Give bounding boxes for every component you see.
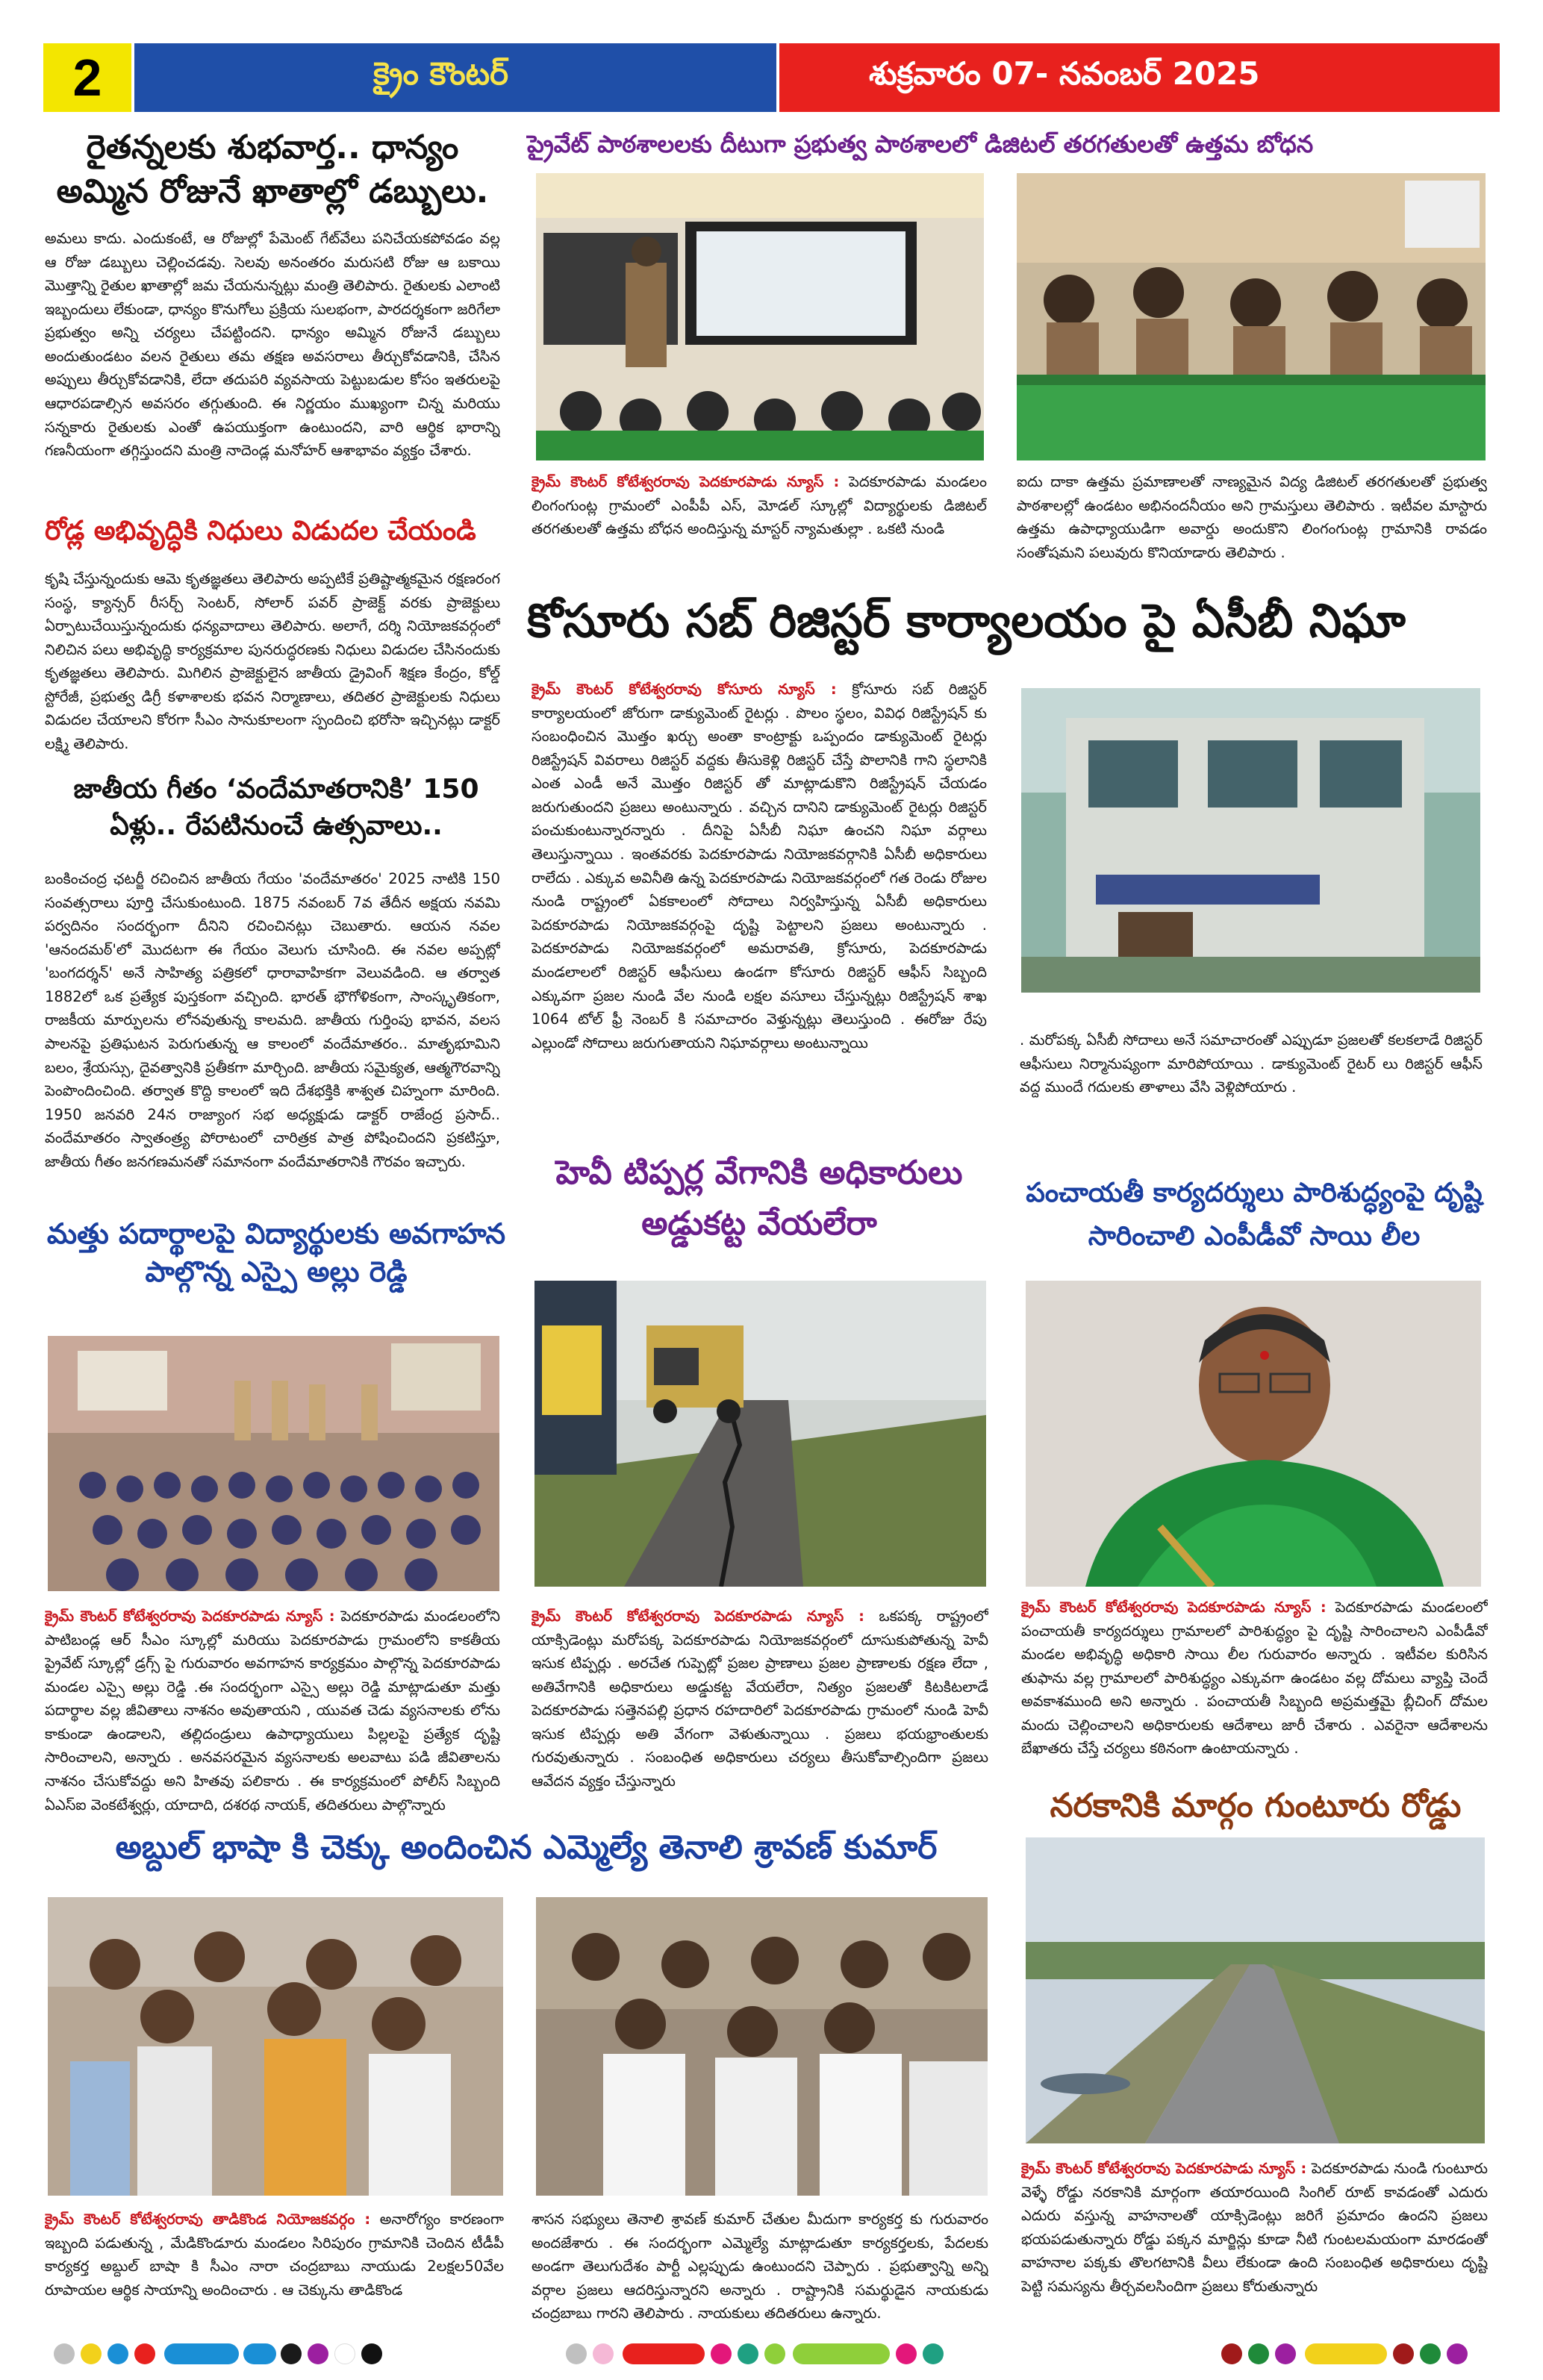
register-office-photo [1021, 688, 1480, 993]
decor-dot [281, 2343, 302, 2364]
decor-bar [1305, 2343, 1387, 2364]
page-number: 2 [43, 43, 131, 112]
art1-body: అమలు కాదు. ఎందుకంటే, ఆ రోజుల్లో పేమెంట్ గేట్‌వేలు పనిచేయకపోవడం వల్ల ఆ రోజు డబ్బులు చెల్లించడవు. సెలవు అనంతరం మరుసటి రోజు ఆ బకాయి మొత్తాన్ని రైతుల ఖాతాల్లో జమ చేయనున్నట్లు మంత్రి తెలిపారు. రైతులకు ఎలాంటి ఇబ్బందులు లేకుండా, ధాన్యం కొనుగోలు ప్రక్రియ సులభంగా, పారదర్శకంగా జరిగేలా ప్రభుత్వం అన్ని చర్యలు చేపట్టిందని. ధాన్యం అమ్మిన రోజునే డబ్బులు అందుతుండటం వలన రైతులు తమ తక్షణ అవసరాలు తీర్చుకోవడానికి, చేసిన అప్పులు తీర్చుకోవడానికి, లేదా తదుపరి వ్యవసాయ పెట్టుబడుల కోసం ఇతరులపై ఆధారపడాల్సిన అవసరం తగ్గుతుంది. ఈ నిర్ణయం ముఖ్యంగా చిన్న మరియు సన్నకారు రైతులకు ఎంతో ఉపయుక్తంగా ఉంటుందని, వారి ఆర్థిక భారాన్ని గణనీయంగా తగ్గిస్తుందని మంత్రి నాదెండ్ల మనోహర్ ఆశాభావం వ్యక్తం చేశారు. [45, 230, 500, 460]
art8-body [1021, 1596, 1488, 1786]
art10-headline: అబ్దుల్ భాషా కి చెక్కు అందించిన ఎమ్మెల్యే తెనాలి శ్రావణ్ కుమార్ [115, 1828, 938, 1867]
decor-dot [334, 2343, 355, 2364]
art3-headline: జాతీయ గీతం ‘వందేమాతరానికి’ 150 ఏళ్లు.. రేపటినుంచే ఉత్సవాలు.. [73, 774, 479, 841]
tipper-road-photo [534, 1281, 986, 1587]
decor-dot [1420, 2343, 1441, 2364]
decor-dot [1275, 2343, 1296, 2364]
art5-byline: క్రైమ్ కౌంటర్ కోటేశ్వరరావు పెదకూరపాడు న్యూస్ : [532, 473, 840, 490]
decor-bar [623, 2343, 705, 2364]
art6-headline: కోసూరు సబ్ రిజిస్టర్ కార్యాలయం పై ఏసీబీ నిఘా [527, 593, 1406, 648]
decor-dot [361, 2343, 382, 2364]
decor-dot [81, 2343, 102, 2364]
art6-byline: క్రైమ్ కౌంటర్ కోటేశ్వరరావు కోసూరు న్యూస్ : [532, 681, 837, 698]
decor-dot [1221, 2343, 1242, 2364]
art7-byline: క్రైమ్ కౌంటర్ కోటేశ్వరరావు పెదకూరపాడు న్యూస్ : [532, 1608, 864, 1625]
art6-body [532, 678, 987, 1133]
art4-byline: క్రైమ్ కౌంటర్ కోటేశ్వరరావు పెదకూరపాడు న్యూస్ : [45, 1608, 335, 1625]
art5-text-left: పెదకూరపాడు మండలం లింగంగుంట్ల గ్రామంలో ఎంపీపీ ఎస్, మోడల్ స్కూల్లో విద్యార్థులకు డిజిటల్ తరగతులతో ఉత్తమ బోధన అందిస్తున్న మాస్టర్ న్యామతుల్లా . ఒకటి నుండి [532, 473, 987, 538]
decor-dot [896, 2343, 917, 2364]
art10-byline: క్రైమ్ కౌంటర్ కోటేశ్వరరావు తాడికొండ నియోజకవర్గం : [45, 2211, 371, 2228]
art8-text: పెదకూరపాడు మండలంలో పంచాయతీ కార్యదర్శులు గ్రామాలలో పారిశుద్ధ్యం పై దృష్టి సారించాలని ఎంపీడీవో మండల అభివృద్ధి అధికారి సాయి లీల గురువారం అన్నారు . ఇటీవల కురిసిన తుఫాను వల్ల గ్రామాలలో పారిశుద్ధ్యం ఎక్కువగా ఉండటం వల్ల దోమలు వ్యాప్తి చెందే అవకాశముంది అని అన్నారు . పంచాయతీ సిబ్బంది అప్రమత్తమై బ్లీచింగ్ దోమల మందు చెల్లించాలని అధికారులకు ఆదేశాలు జారీ చేశారు . ఎవరైనా ఆదేశాలను బేఖాతరు చేస్తే చర్యలు కఠినంగా ఉంటాయన్నారు . [1021, 1599, 1488, 1758]
cheque-handover-photo [48, 1897, 503, 2196]
guntur-road-photo [1026, 1837, 1485, 2143]
art7-body [532, 1605, 988, 1821]
decor-dot [593, 2343, 614, 2364]
decor-dot [1447, 2343, 1468, 2364]
decor-dot [54, 2343, 75, 2364]
decor-bar [243, 2343, 276, 2364]
art7-text: ఒకపక్క రాష్ట్రంలో యాక్సిడెంట్లు మరోపక్క పెదకూరపాడు నియోజకవర్గంలో దూసుకుపోతున్న హెవీ ఇసుక టిప్పర్లు . అరచేత గుప్పెట్లో ప్రజల ప్రాణాలు ప్రజల ప్రాణాలకు రక్షణ లేదా , అతివేగానికి అధికారులు అడ్డుకట్ట వేయలేరా, నిత్యం ప్రజలతో కిటకిటలాడే పెదకూరపాడు సత్తెనపల్లి ప్రధాన రహదారిలో పెదకూరపాడు గ్రామంలో నుండి హెవీ ఇసుక టిప్పర్లు అతి వేగంగా వెళుతున్నాయి . ప్రజలు భయభ్రాంతులకు గురవుతున్నారు . సంబంధిత అధికారులు చర్యలు తీసుకోవాల్సిందిగా ప్రజలు ఆవేదన వ్యక్తం చేస్తున్నారు [532, 1608, 988, 1790]
art5-body-left [532, 470, 987, 582]
art4-body [45, 1605, 500, 1821]
decor-dot [134, 2343, 155, 2364]
art3-body: బంకించంద్ర ఛటర్జీ రచించిన జాతీయ గేయం 'వందేమాతరం' 2025 నాటికి 150 సంవత్సరాలు పూర్తి చేసుకుంటుంది. 1875 నవంబర్ 7వ తేదీన అక్షయ నవమి పర్వదినం సందర్భంగా దీనిని రచించినట్లు చెబుతారు. ఆయన నవల 'ఆనందమఠ్'లో మొదటగా ఈ గేయం వెలుగు చూసింది. ఈ నవల అప్పట్లో 'బంగదర్శన్' అనే సాహిత్య పత్రికలో ధారావాహికగా వెలువడింది. ఆ తర్వాత 1882లో ఒక ప్రత్యేక పుస్తకంగా వచ్చింది. భారత్ భౌగోళికంగా, సాంస్కృతికంగా, రాజకీయ మార్పులను లోనవుతున్న కాలమది. జాతీయ గుర్తింపు భావన, వలస పాలనపై ప్రతిఘటన పెరుగుతున్న ఆ కాలంలో వందేమాతరం.. మాతృభూమిని బలం, శ్రేయస్సు, దైవత్వానికి ప్రతీకగా మార్చింది. జాతీయ సమైక్యత, ఆత్మగౌరవాన్ని పెంపొందించింది. తర్వాత కొద్ది కాలంలో ఇది దేశభక్తికి శాశ్వత చిహ్నంగా మారింది. 1950 జనవరి 24న రాజ్యాంగ సభ అధ్యక్షుడు డాక్టర్ రాజేంద్ర ప్రసాద్.. వందేమాతరం స్వాతంత్ర్య పోరాటంలో చారిత్రక పాత్ర పోషించిందని ప్రకటిస్తూ, జాతీయ గీతం జనగణమనతో సమానంగా వందేమాతరానికి గౌరవం ఇచ్చారు. [45, 870, 500, 1170]
art8-headline: పంచాయతీ కార్యదర్శులు పారిశుద్ధ్యంపై దృష్టి సారించాలి ఎంపీడీవో సాయి లీల [1026, 1178, 1483, 1252]
digital-class-photo-2 [1017, 173, 1486, 460]
police-awareness-photo [48, 1336, 499, 1591]
art10-body-mid: శాసన సభ్యులు తెనాలి శ్రావణ్ కుమార్ చేతుల మీదుగా కార్యకర్త కు గురువారం అందజేశారు . ఈ సందర్భంగా ఎమ్మెల్యే మాట్లాడుతూ కార్యకర్తలకు, పేదలకు అండగా తెలుగుదేశం పార్టీ ఎల్లప్పుడు ఉంటుందని చెప్పారు . ప్రభుత్వాన్ని అన్ని వర్గాల ప్రజలు ఆదరిస్తున్నారని అన్నారు . రాష్ట్రానికి సమర్థుడైన నాయకుడు చంద్రబాబు గారని తెలిపారు . నాయకులు తదితరులు ఉన్నారు. [532, 2211, 988, 2323]
art6-text: క్రోసూరు సబ్ రిజిస్టర్ కార్యాలయంలో జోరుగా డాక్యుమెంట్ రైటర్లు . పొలం స్థలం, వివిధ రిజిస్ట్రేషన్ కు సంబంధించిన మొత్తం ఖర్చు అంతా కాంట్రాక్టు ఒప్పందం డాక్యుమెంట్ రైటర్లు రిజిస్ట్రేషన్ వివరాలు రిజిస్టర్ వద్దకు తీసుకెళ్లి రిజిస్టర్ చేస్తే పొలానికి గాని స్థలానికి ఎంత ఎండీ అనే మొత్తం రిజిస్టర్ తో మాట్లాడుకొని రిజిస్ట్రేషన్ చేయడం జరుగుతుందని ప్రజలు అంటున్నారు . వచ్చిన దానిని డాక్యుమెంట్ రైటర్లు రిజిస్టర్ పంచుకుంటున్నారన్నారు . దీనిపై ఏసీబీ నిఘా ఉంచని నిఘా వర్గాలు తెలుస్తున్నాయి . ఇంతవరకు పెదకూరపాడు నియోజకవర్గానికి ఏసీబీ అధికారులు రాలేదు . ఎక్కువ అవినీతి ఉన్న పెదకూరపాడు నియోజకవర్గంలో గత రెండు రోజుల నుండి రాష్ట్రంలో ఏకకాలంలో సోదాలు నిర్వహిస్తున్న ఏసీబీ అధికారులు పెదకూరపాడు నియోజకవర్గంపై దృష్టి పెట్టాలని ప్రజలు అంటున్నారు . పెదకూరపాడు నియోజకవర్గంలో అమరావతి, క్రోసూరు, పెదకూరపాడు మండలాలలో రిజిస్టర్ ఆఫీసులు ఉండగా కోసూరు రిజిస్టర్ ఆఫీస్ సిబ్బంది ఎక్కువగా ప్రజల నుండి వేల నుండి లక్షల వసూలు చేస్తున్నట్లు రిజిస్ట్రేషన్ శాఖ 1064 టోల్ ఫ్రీ నెంబర్ కి సమాచారం వెళ్తున్నట్లు తెలుస్తుంది . ఈరోజు రేపు ఎల్లుండో సోదాలు జరుగుతాయని నిఘావర్గాలు అంటున్నాయి [532, 681, 987, 1052]
digital-class-photo-1 [536, 173, 984, 460]
art2-headline: రోడ్ల అభివృద్ధికి నిధులు విడుదల చేయండి [45, 516, 476, 546]
decor-dot [738, 2343, 758, 2364]
issue-date: శుక్రవారం 07- నవంబర్ 2025 [779, 43, 1500, 112]
art6-body-right: . మరోపక్క ఏసీబీ సోదాలు అనే సమాచారంతో ఎప్పుడూ ప్రజలతో కలకలాడే రిజిస్టర్ ఆఫీసులు నిర్మానుష్యంగా మారిపోయాయి . డాక్యుమెంట్ రైటర్ లు రిజిస్టర్ ఆఫీస్ వద్ద ముందే గదులకు తాళాలు వేసి వెళ్లిపోయారు . [1020, 1031, 1483, 1096]
decor-dot [764, 2343, 785, 2364]
art10-text-left: అనారోగ్యం కారణంగా ఇబ్బంది పడుతున్న , మేడికొండూరు మండలం సిరిపురం గ్రామానికి చెందిన టీడీపీ కార్యకర్త అబ్దుల్ బాషా కి సీఎం నారా చంద్రబాబు నాయుడు 2లక్షల50వేల రూపాయల ఆర్థిక సాయాన్ని అందించారు . ఆ చెక్కును తాడికొండ [45, 2211, 504, 2299]
art8-byline: క్రైమ్ కౌంటర్ కోటేశ్వరరావు పెదకూరపాడు న్యూస్ : [1021, 1599, 1327, 1616]
decor-dot [711, 2343, 732, 2364]
art2-body: కృషి చేస్తున్నందుకు ఆమె కృతజ్ఞతలు తెలిపారు అప్పటికే ప్రతిష్టాత్మకమైన రక్షణరంగ సంస్థ, క్యాన్సర్ రీసర్చ్ సెంటర్, సోలార్ పవర్ ప్రాజెక్ట్ వరకు ప్రాజెక్టులు ఏర్పాటుచేయిస్తున్నందుకు ధన్యవాదాలు తెలిపారు. అలాగే, దర్శి నియోజకవర్గంలో నిలిచిన పలు అభివృద్ధి కార్యక్రమాల పునరుద్ధరణకు నిధులు విడుదల చేసినందుకు కృతజ్ఞతలు తెలిపారు. మిగిలిన ప్రాజెక్టులైన జాతీయ డ్రైవింగ్ శిక్షణ కేంద్రం, కోల్డ్ స్టోరేజీ, ప్రభుత్వ డిగ్రీ కళాశాలకు భవన నిర్మాణాలు, తదితర ప్రాజెక్టులకు నిధులు విడుదల చేయాలని కోరగా సీఎం సానుకూలంగా స్పందించి భరోసా ఇచ్చినట్లు డాక్టర్ లక్ష్మి తెలిపారు. [45, 570, 500, 753]
art4-headline: మత్తు పదార్థాలపై విద్యార్థులకు అవగాహన పాల్గొన్న ఎస్పై అల్లు రెడ్డి [46, 1217, 506, 1289]
paper-name: క్రైం కౌంటర్ [134, 43, 776, 112]
mpdo-portrait-photo [1026, 1281, 1481, 1587]
art9-body [1021, 2157, 1488, 2329]
art4-text: పెదకూరపాడు మండలంలోని పాటిబండ్ల ఆర్ సీఎం స్కూల్లో మరియు పెదకూరపాడు గ్రామంలోని కాకతీయ ప్రైవేట్ స్కూల్లో డ్రగ్స్ పై గురువారం అవగాహన కార్యక్రమం పాల్గొన్న పెదకూరపాడు మండల ఎస్సై అల్లు రెడ్డి .ఈ సందర్భంగా ఎస్సై అల్లు రెడ్డి మాట్లాడుతూ మత్తు పదార్థాల వల్ల జీవితాలు నాశనం అవుతాయని , యువత చెడు వ్యసనాలకు లోను కాకుండా ఉండాలని, తల్లిదండ్రులు ఉపాధ్యాయులు పిల్లలపై ప్రత్యేక దృష్టి సారించాలని, అన్నారు . అనవసరమైన వ్యసనాలకు అలవాటు పడి జీవితాలను నాశనం చేసుకోవద్దు అని హితవు పలికారు . ఈ కార్యక్రమంలో పోలీస్ సిబ్బంది ఏఎస్ఐ వెంకటేశ్వర్లు, యాదాది, దశరథ నాయక్, తదితరులు పాల్గొన్నారు [45, 1608, 500, 1814]
decor-dot [923, 2343, 944, 2364]
decor-bar [164, 2343, 239, 2364]
art7-headline: హెవీ టిప్పర్ల వేగానికి అధికారులు అడ్డుకట్ట వేయలేరా [555, 1154, 963, 1243]
decor-dot [107, 2343, 128, 2364]
decor-dot [308, 2343, 328, 2364]
decor-dot [1248, 2343, 1269, 2364]
art5-headline: ప్రైవేట్ పాఠశాలలకు దీటుగా ప్రభుత్వ పాఠశాలలో డిజిటల్ తరగతులతో ఉత్తమ బోధన [527, 130, 1314, 158]
decor-bar [793, 2343, 890, 2364]
art5-body-right: ఐదు దాకా ఉత్తమ ప్రమాణాలతో నాణ్యమైన విద్య డిజిటల్ తరగతులతో ప్రభుత్వ పాఠశాలల్లో ఉండటం అభినందనీయం అని గ్రామస్తులు తెలిపారు . ఇటీవల మాస్టారు ఉత్తమ ఉపాధ్యాయుడిగా అవార్డు అందుకొని లింగంగుంట్ల గ్రామానికి రావడం సంతోషమని పలువురు కొనియాడారు తెలిపారు . [1017, 473, 1487, 561]
mla-meeting-photo [536, 1897, 988, 2196]
art9-headline: నరకానికి మార్గం గుంటూరు రోడ్డు [1050, 1787, 1462, 1825]
art9-text: పెదకూరపాడు నుండి గుంటూరు వెళ్ళే రోడ్డు నరకానికి మార్గంగా తయారయింది సింగిల్ రూట్ కావడంతో ఎదురు ఎదురు వస్తున్న వాహనాలతో యాక్సిడెంట్లు జరిగే ప్రమాదం ఉందని ప్రజలు భయపడుతున్నారు రోడ్డు పక్కన మార్జిన్లు కూడా నీటి గుంటలమయంగా మారడంతో వాహనాల పక్కకు తొలగటానికి వీలు లేకుండా ఉంది సంబంధిత అధికారులు దృష్టి పెట్టి సమస్యను తీర్చవలసిందిగా ప్రజలు కోరుతున్నారు [1021, 2160, 1488, 2295]
art9-byline: క్రైమ్ కౌంటర్ కోటేశ్వరరావు పెదకూరపాడు న్యూస్ : [1021, 2160, 1307, 2177]
art1-headline: రైతన్నలకు శుభవార్త.. ధాన్యం అమ్మిన రోజునే ఖాతాల్లో డబ్బులు. [56, 128, 489, 211]
art10-body-left [45, 2208, 504, 2338]
decor-dot [1393, 2343, 1414, 2364]
decor-dot [566, 2343, 587, 2364]
